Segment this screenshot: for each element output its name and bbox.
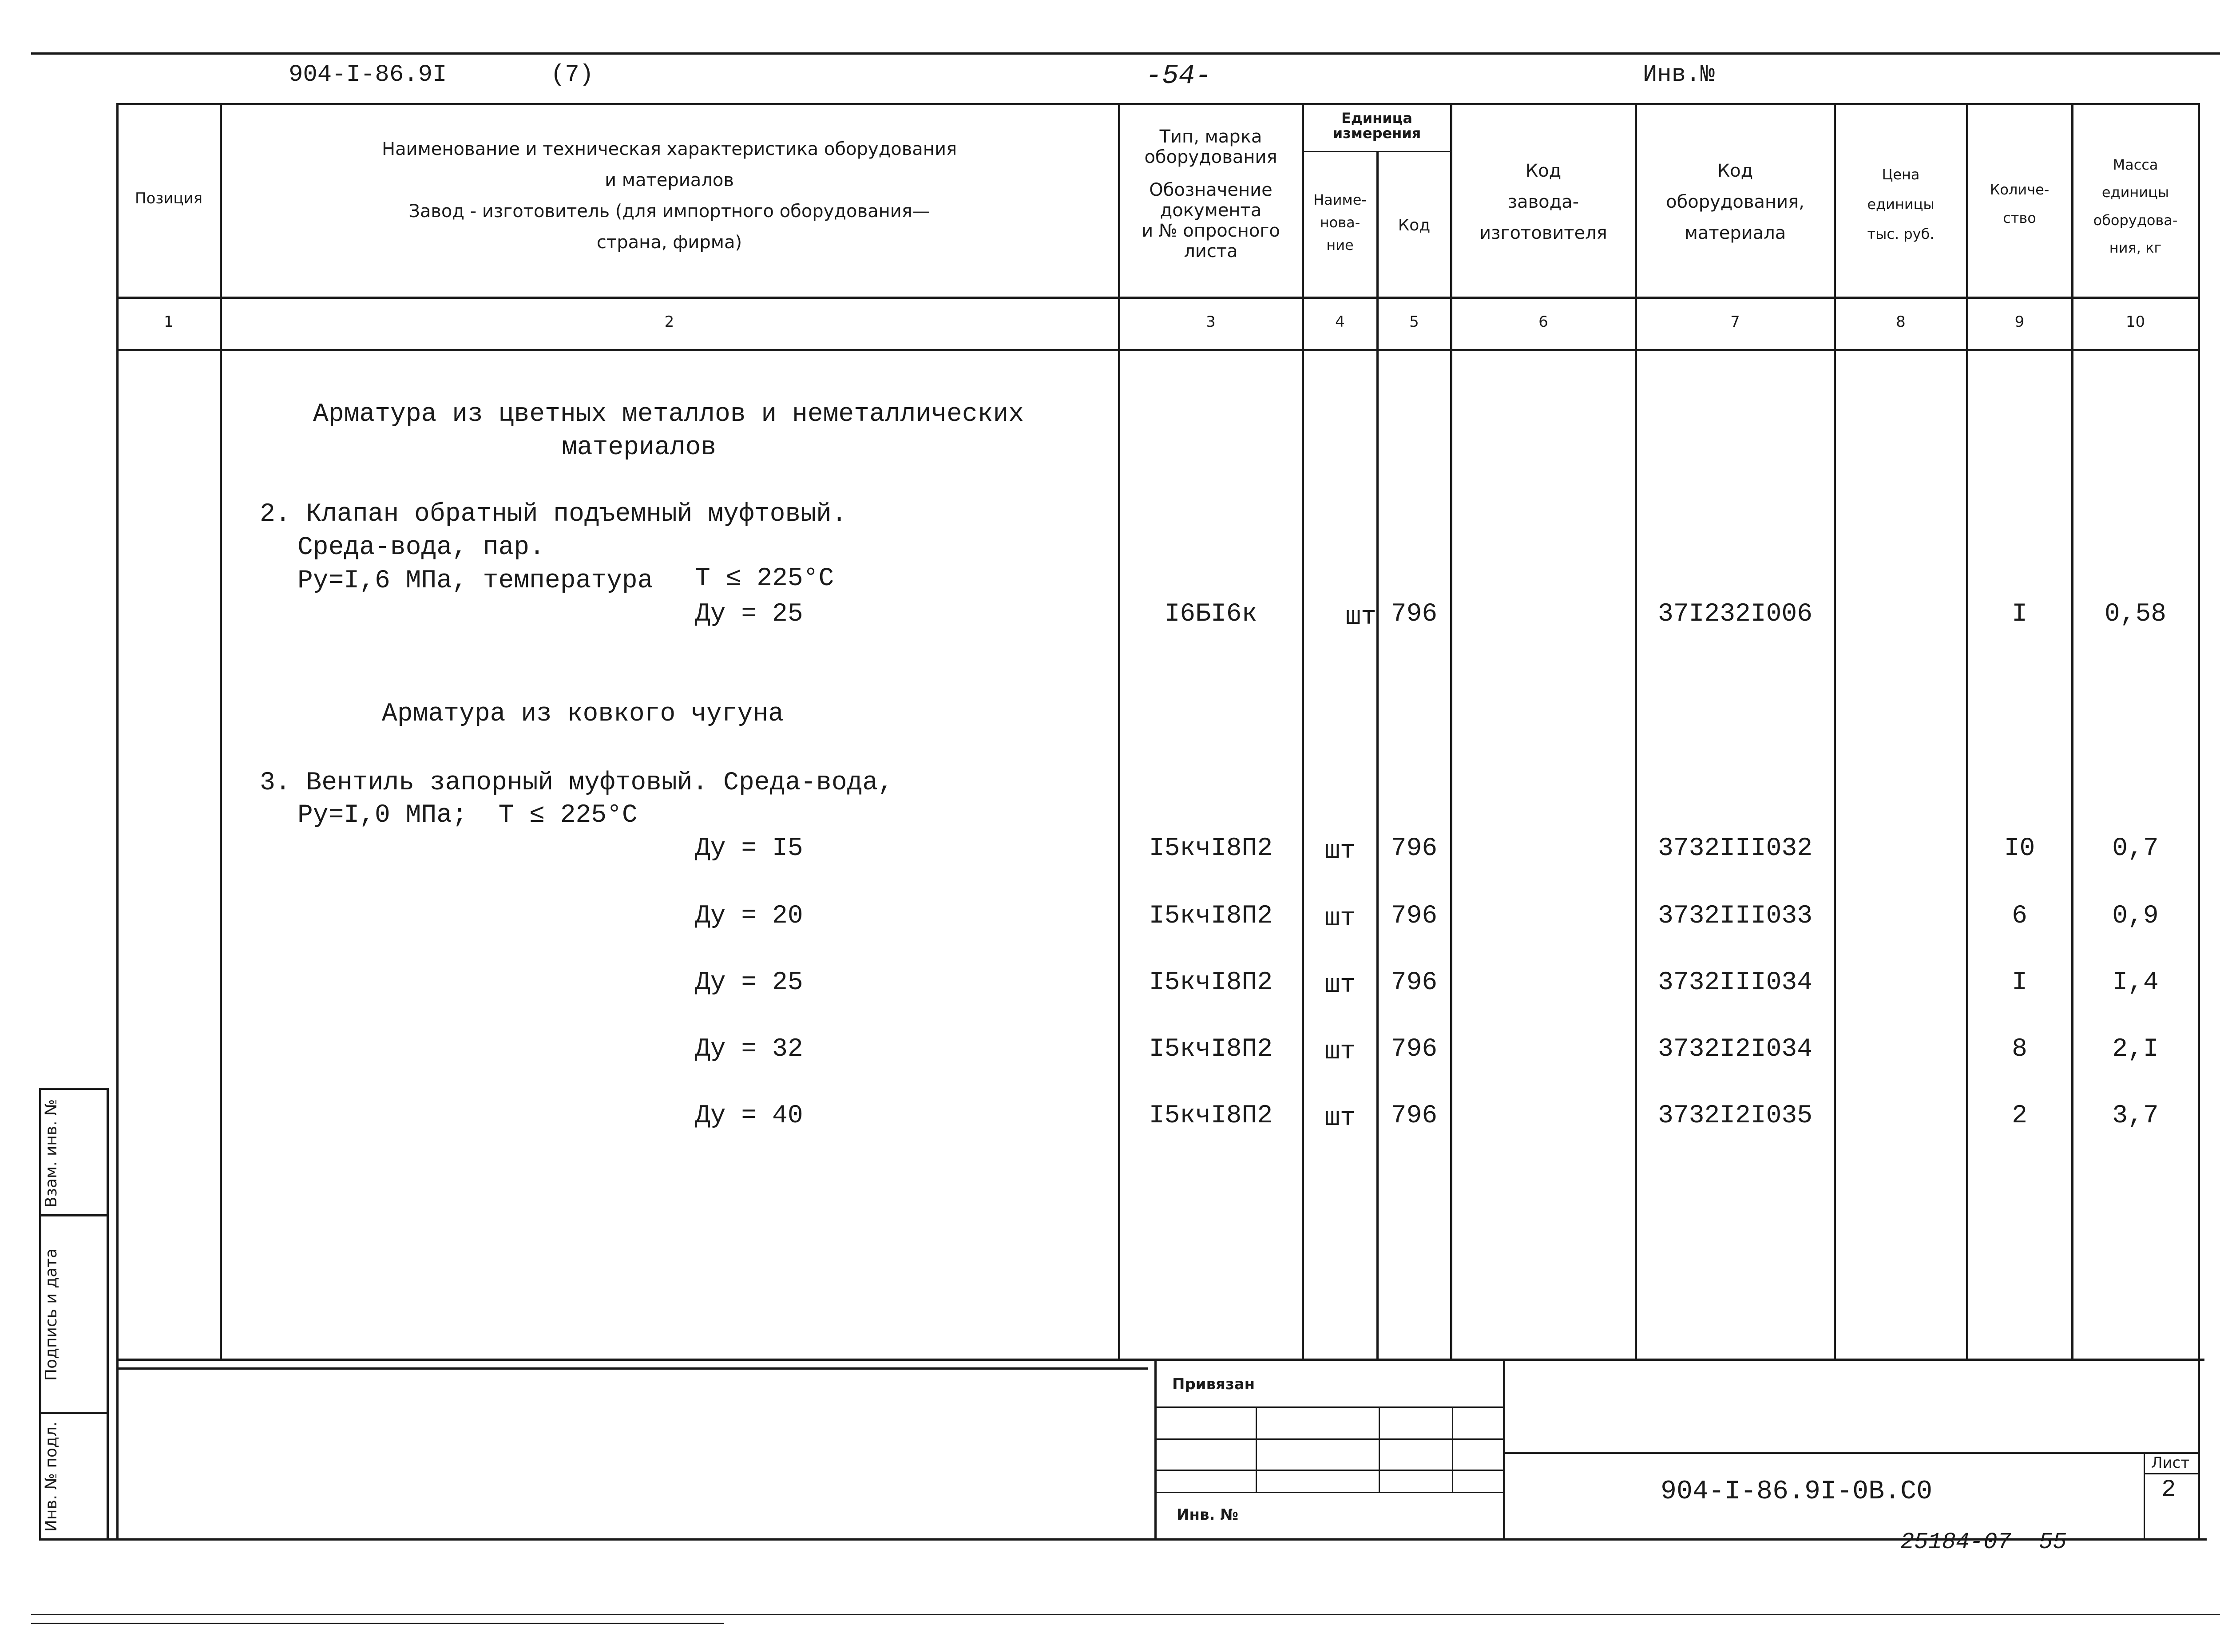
unit-value: шт [1324, 1104, 1356, 1133]
col5-left [1376, 151, 1379, 1359]
du-value: Ду = 32 [695, 1035, 803, 1064]
qty-value: I [2012, 968, 2027, 997]
mass-value: I,4 [2112, 968, 2159, 997]
type-value: I5кчI8П2 [1149, 1101, 1273, 1130]
colnum-10: 10 [2125, 313, 2145, 331]
sheet-number: 2 [2161, 1476, 2176, 1503]
col3-left [1118, 103, 1120, 1359]
colnum-1: 1 [164, 313, 174, 331]
header-factory-code: Код завода- изготовителя [1479, 161, 1607, 243]
item2-du: Ду = 25 [695, 600, 803, 629]
header-name: Наименование и техническая характеристика оборудования и материалов Завод - изготовитель (для импортного оборудования— страна, фирма) [382, 139, 957, 253]
sheet-label: Лист [2151, 1454, 2190, 1472]
side-stamp-div2 [39, 1412, 108, 1414]
mass-value: 0,7 [2112, 834, 2159, 863]
archive-number: 25184-07 55 [1900, 1529, 2067, 1555]
item2-unit: шт [1345, 603, 1376, 632]
stamp-vline-3 [1452, 1406, 1453, 1492]
colnum-5: 5 [1409, 313, 1419, 331]
cut-line [31, 1623, 724, 1624]
stamp-line-1 [1157, 1406, 1503, 1408]
item3-line1: 3. Вентиль запорный муфтовый. Среда-вода, [260, 769, 894, 797]
item2-line3: Ру=I,6 МПа, температура [297, 567, 653, 595]
body-bottom [118, 1359, 2204, 1361]
type-value: I5кчI8П2 [1149, 902, 1273, 931]
item2-line1: 2. Клапан обратный подъемный муфтовый. [260, 500, 847, 529]
frame-top [31, 52, 2220, 55]
header-quantity: Количе- ство [1990, 181, 2050, 226]
colnum-3: 3 [1206, 313, 1216, 331]
colnum-2: 2 [664, 313, 674, 331]
item2-temperature: Т ≤ 225°С [695, 564, 834, 593]
stamp-line-3 [1157, 1470, 1503, 1471]
item3-row-2 [0, 903, 2220, 935]
item2-qty: I [2012, 600, 2027, 629]
side-stamp-inner [107, 1088, 109, 1541]
side-stamp-div1 [39, 1214, 108, 1216]
table-top [118, 103, 2200, 105]
colnum-4: 4 [1335, 313, 1345, 331]
inv-no-label: Инв. № [1177, 1506, 1239, 1524]
header-mass: Масса единицы оборудова- ния, кг [2093, 156, 2178, 257]
qty-value: 2 [2012, 1101, 2027, 1130]
side-stamp-top [39, 1088, 108, 1090]
header-bottom [118, 297, 2200, 299]
item3-row-3 [0, 970, 2220, 1001]
header-unit-name: Наиме- нова- ние [1313, 191, 1367, 254]
section1-title-line2: материалов [562, 433, 717, 462]
stamp-line-2 [1157, 1438, 1503, 1440]
unit-code-value: 796 [1391, 902, 1438, 931]
qty-value: 8 [2012, 1035, 2027, 1064]
header-price: Цена единицы тыс. руб. [1867, 166, 1935, 243]
colnum-8: 8 [1896, 313, 1906, 331]
sheet-box-left [2144, 1452, 2145, 1538]
stamp-vline-1 [1256, 1406, 1257, 1492]
side-vzam: Взам. инв. № [42, 1099, 60, 1208]
qty-value: 6 [2012, 902, 2027, 931]
equipment-code-value: 3732I2I035 [1657, 1101, 1813, 1130]
stamp-vline-2 [1379, 1406, 1380, 1492]
du-value: Ду = I5 [695, 834, 803, 863]
sheet-box-mid [2144, 1473, 2198, 1474]
qty-value: I0 [2004, 834, 2035, 863]
equipment-code-value: 3732III032 [1657, 834, 1813, 863]
colnum-6: 6 [1538, 313, 1548, 331]
item2-code: 37I232I006 [1657, 600, 1813, 629]
stamp-top-line [118, 1367, 1148, 1370]
unit-code-value: 796 [1391, 1101, 1438, 1130]
side-stamp-outer [39, 1088, 41, 1541]
header-type: Тип, марка оборудования Обозначение документа и № опросного листа [1142, 127, 1280, 261]
unit-code-value: 796 [1391, 834, 1438, 863]
type-value: I5кчI8П2 [1149, 834, 1273, 863]
colnum-7: 7 [1730, 313, 1740, 331]
section1-title-line1: Арматура из цветных металлов и неметаллических [313, 400, 1024, 429]
equipment-code-value: 3732III034 [1657, 968, 1813, 997]
unit-code-value: 796 [1391, 1035, 1438, 1064]
privyazan-label: Привязан [1172, 1375, 1255, 1393]
header-unit-code: Код [1398, 216, 1431, 234]
item2-line2: Среда-вода, пар. [297, 533, 545, 562]
stamp-line-4 [1157, 1492, 1503, 1493]
equipment-code-value: 3732I2I034 [1657, 1035, 1813, 1064]
col10-left [2071, 103, 2073, 1359]
title-block-line [1503, 1452, 2198, 1454]
col8-left [1834, 103, 1836, 1359]
numrow-bottom [118, 349, 2200, 351]
unit-group-line [1302, 151, 1450, 152]
side-inv-podl: Инв. № подл. [42, 1421, 60, 1532]
item2-type: I6БI6к [1164, 600, 1257, 629]
item2-mass: 0,58 [2104, 600, 2167, 629]
doc-code-top: 904-I-86.9I [289, 61, 447, 88]
part-number: (7) [551, 61, 594, 88]
section2-title: Арматура из ковкого чугуна [382, 700, 784, 729]
mass-value: 0,9 [2112, 902, 2159, 931]
item3-row-1 [0, 836, 2220, 867]
equipment-code-value: 3732III033 [1657, 902, 1813, 931]
du-value: Ду = 40 [695, 1101, 803, 1130]
table-right [2198, 103, 2200, 1539]
mass-value: 3,7 [2112, 1101, 2159, 1130]
item3-line2: Ру=I,0 МПа; Т ≤ 225°С [297, 801, 638, 830]
col7-left [1635, 103, 1637, 1359]
unit-value: шт [1324, 971, 1356, 1000]
item3-row-4 [0, 1037, 2220, 1068]
mass-value: 2,I [2112, 1035, 2159, 1064]
item2-unit-code: 796 [1391, 600, 1438, 629]
col9-left [1966, 103, 1968, 1359]
colnum-9: 9 [2014, 313, 2025, 331]
col6-left [1450, 103, 1452, 1359]
outer-bottom [31, 1614, 2220, 1615]
inv-label-top: Инв.№ [1643, 61, 1715, 88]
du-value: Ду = 25 [695, 968, 803, 997]
unit-value: шт [1324, 837, 1356, 866]
footer-doc-code: 904-I-86.9I-0B.C0 [1661, 1477, 1933, 1507]
header-equipment-code: Код оборудования, материала [1666, 161, 1804, 243]
du-value: Ду = 20 [695, 902, 803, 931]
type-value: I5кчI8П2 [1149, 968, 1273, 997]
item3-row-5 [0, 1103, 2220, 1134]
stamp-box-right [1503, 1359, 1505, 1538]
frame-bottom [40, 1538, 2207, 1541]
col4-left [1302, 103, 1304, 1359]
type-value: I5кчI8П2 [1149, 1035, 1273, 1064]
header-position: Позиция [135, 190, 203, 207]
unit-code-value: 796 [1391, 968, 1438, 997]
unit-value: шт [1324, 904, 1356, 933]
header-unit-group: Единица измерения [1332, 110, 1421, 142]
page-number: -54- [1146, 60, 1212, 91]
col2-left [220, 103, 222, 1359]
side-podpis: Подпись и дата [42, 1248, 60, 1381]
stamp-box-left [1154, 1359, 1157, 1538]
unit-value: шт [1324, 1038, 1356, 1066]
